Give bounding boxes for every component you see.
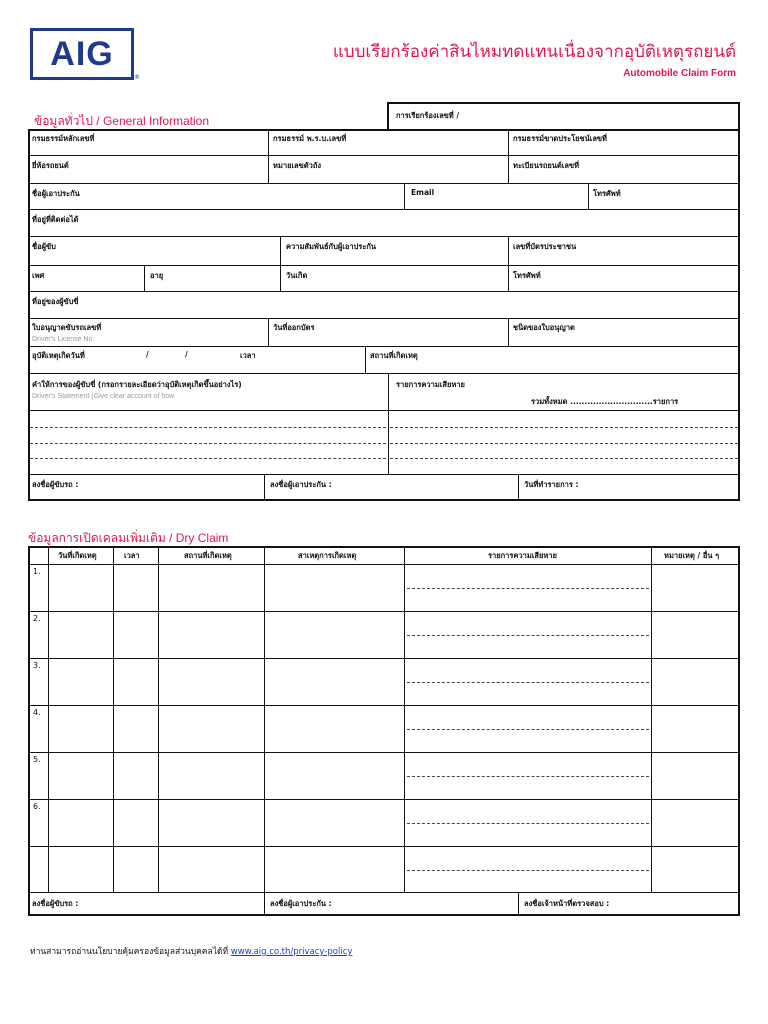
- claim-number-label: การเรียกร้องเลขที่ /: [396, 111, 460, 120]
- dry-driver-signature-label: ลงชื่อผู้ขับรถ :: [32, 899, 79, 908]
- compulsory-policy-no-label: กรมธรรม์ พ.ร.บ.เลขที่: [273, 134, 347, 143]
- damage-list-label: รายการความเสียหาย: [396, 380, 465, 389]
- general-info-box: [28, 129, 740, 501]
- relationship-label: ความสัมพันธ์กับผู้เอาประกัน: [286, 242, 377, 251]
- driver-address-label: ที่อยู่ของผู้ขับขี่: [32, 297, 79, 306]
- driver-phone-label: โทรศัพท์: [513, 271, 541, 280]
- general-section-title: ข้อมูลทั่วไป / General Information: [34, 114, 210, 128]
- privacy-notice: [30, 944, 352, 958]
- contact-address-label: ที่อยู่ที่ติดต่อได้: [32, 215, 79, 224]
- col-header-place: สถานที่เกิดเหตุ: [184, 551, 232, 560]
- car-brand-label: ยี่ห้อรถยนต์: [32, 161, 69, 170]
- col-header-damage: รายการความเสียหาย: [488, 551, 557, 560]
- license-no-english: Driver's License No.: [32, 336, 95, 343]
- driver-statement-english: Driver's Statement (Give clear account of how: [32, 393, 175, 400]
- insured-signature-label: ลงชื่อผู้เอาประกัน :: [270, 480, 332, 489]
- form-title-english: Automobile Claim Form: [623, 68, 736, 79]
- row-number: 3.: [33, 661, 41, 670]
- date-separator: /: [146, 350, 149, 359]
- dry-insured-signature-label: ลงชื่อผู้เอาประกัน :: [270, 899, 332, 908]
- date-separator: /: [185, 350, 188, 359]
- insured-name-label: ชื่อผู้เอาประกัน: [32, 189, 80, 198]
- license-plate-label: ทะเบียนรถยนต์เลขที่: [513, 161, 580, 170]
- accident-place-label: สถานที่เกิดเหตุ: [370, 351, 418, 360]
- issue-date-label: วันที่ออกบัตร: [273, 323, 315, 332]
- report-date-label: วันที่ทำรายการ :: [524, 480, 579, 489]
- license-no-label: ใบอนุญาตขับรถเลขที่: [32, 323, 102, 332]
- row-number: 6.: [33, 802, 41, 811]
- driver-signature-label: ลงชื่อผู้ขับรถ :: [32, 480, 79, 489]
- driver-name-label: ชื่อผู้ขับ: [32, 242, 56, 251]
- total-items-label: รวมทั้งหมด .............................รายการ: [531, 397, 679, 406]
- privacy-notice-text: ท่านสามารถอ่านนโยบายคุ้มครองข้อมูลส่วนบุคคลได้ที่: [30, 947, 229, 957]
- email-label: Email: [411, 188, 435, 197]
- extended-policy-no-label: กรมธรรม์ขาดประโยชน์เลขที่: [513, 134, 607, 143]
- license-type-label: ชนิดของใบอนุญาต: [513, 323, 575, 332]
- age-label: อายุ: [150, 271, 164, 280]
- form-title-thai: แบบเรียกร้องค่าสินไหมทดแทนเนื่องจากอุบัติเหตุรถยนต์: [332, 42, 736, 62]
- officer-signature-label: ลงชื่อเจ้าหน้าที่ตรวจสอบ :: [524, 899, 610, 908]
- privacy-policy-link[interactable]: www.aig.co.th/privacy-policy: [230, 947, 353, 957]
- id-card-no-label: เลขที่บัตรประชาชน: [513, 242, 577, 251]
- col-header-remarks: หมายเหตุ / อื่น ๆ: [664, 551, 720, 560]
- chassis-no-label: หมายเลขตัวถัง: [273, 161, 322, 170]
- row-number: 4.: [33, 708, 41, 717]
- row-number: 5.: [33, 755, 41, 764]
- col-header-date: วันที่เกิดเหตุ: [58, 551, 97, 560]
- row-number: 1.: [33, 567, 41, 576]
- driver-statement-label: คำให้การของผู้ขับขี่ (กรอกรายละเอียดว่าอุบัติเหตุเกิดขึ้นอย่างไร): [32, 380, 242, 389]
- dry-claim-table: [28, 546, 740, 916]
- gender-label: เพศ: [32, 271, 45, 280]
- phone-label: โทรศัพท์: [593, 189, 621, 198]
- dry-claim-section-title: ข้อมูลการเปิดเคลมเพิ่มเติม / Dry Claim: [28, 531, 229, 545]
- col-header-cause: สาเหตุการเกิดเหตุ: [298, 551, 357, 560]
- accident-date-label: อุบัติเหตุเกิดวันที่: [32, 351, 85, 360]
- aig-logo: AIG: [30, 28, 134, 80]
- time-label: เวลา: [240, 351, 256, 360]
- birth-date-label: วันเกิด: [286, 271, 308, 280]
- col-header-time: เวลา: [124, 551, 140, 560]
- registered-mark: ®: [134, 74, 140, 81]
- row-number: 2.: [33, 614, 41, 623]
- main-policy-no-label: กรมธรรม์หลักเลขที่: [32, 134, 95, 143]
